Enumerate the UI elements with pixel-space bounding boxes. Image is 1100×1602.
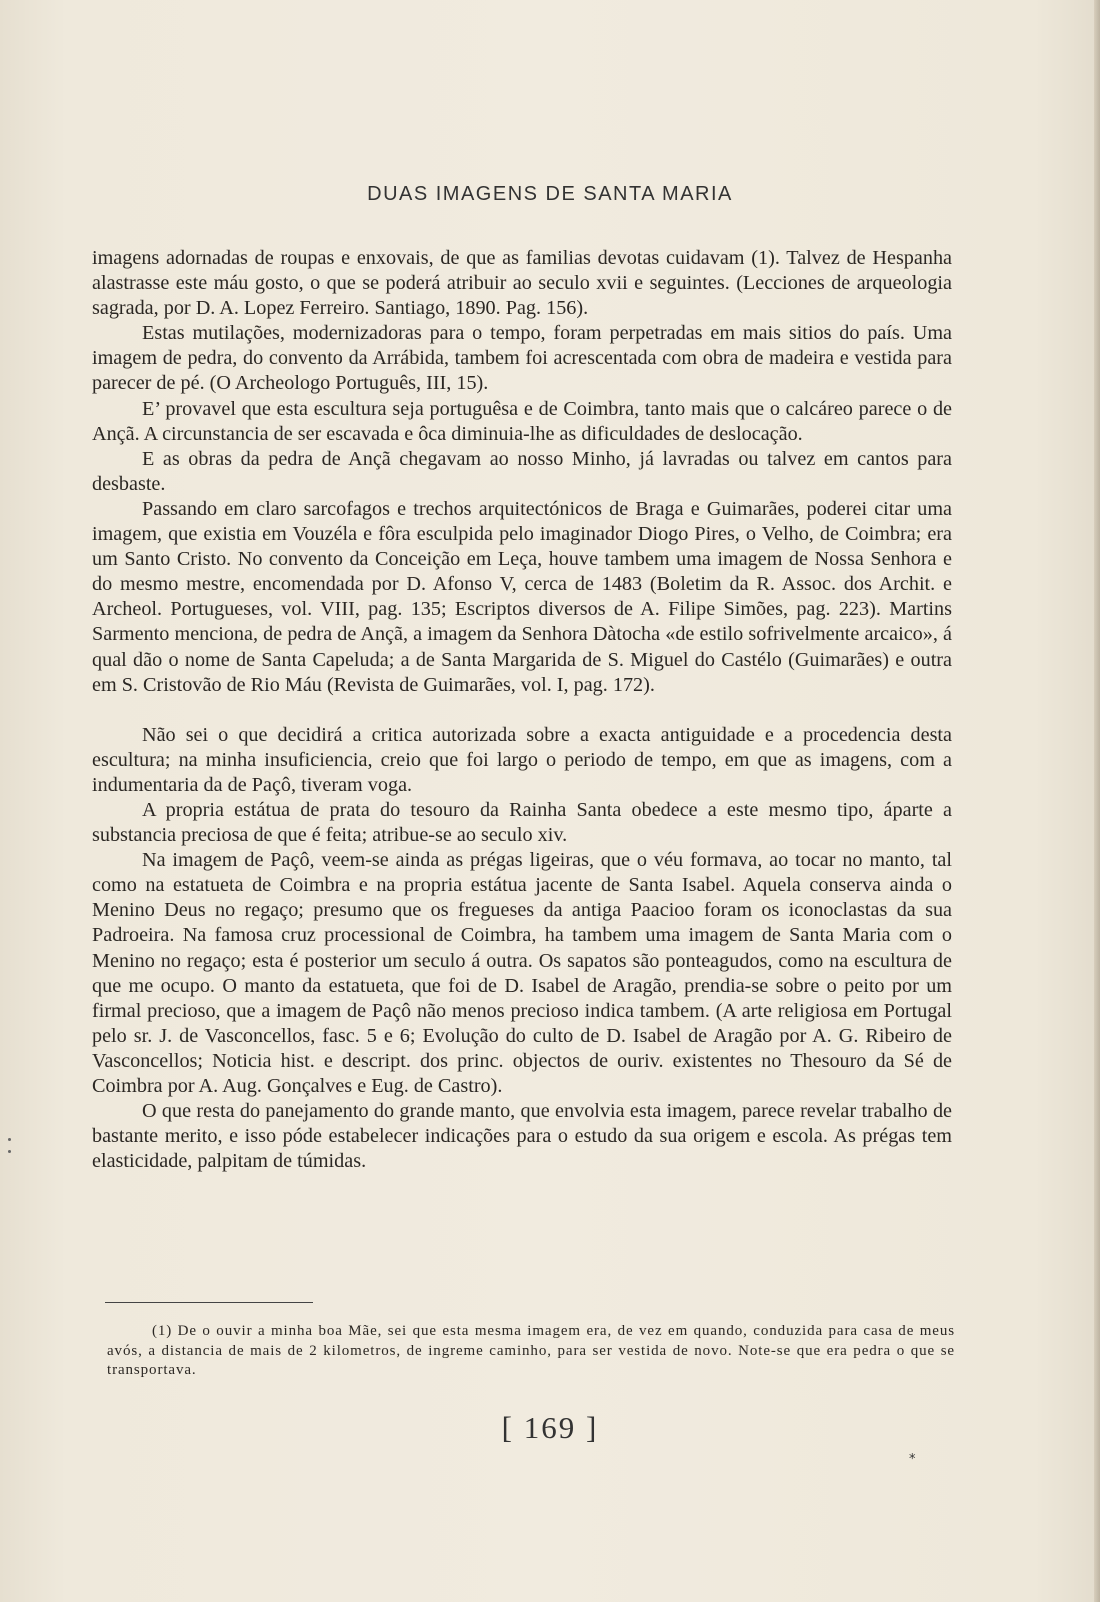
paragraph-1: imagens adornadas de roupas e enxovais, de que as familias devotas cuidavam (1). Talvez de Hespanha alastrasse este máu gosto, o que se poderá atribuir ao seculo xvii e seguintes. (Lecciones de arqueologia sagrada, por D. A. Lopez Ferreiro. Santiago, 1890. Pag. 156). [92,247,952,320]
footnote [107,1322,955,1381]
binding-marks [8,1138,12,1154]
paragraph-8: Na imagem de Paçô, veem-se ainda as prégas ligeiras, que o véu formava, ao tocar no manto, tal como na estatueta de Coimbra e na propria estátua jacente de Santa Isabel. Aquela conserva ainda o Menino Deus no regaço; presumo que os fregueses da antiga Paacioo foram os iconoclastas da sua Padroeira. Na famosa cruz processional de Coimbra, ha tambem uma imagem de Santa Maria com o Menino no regaço; esta é posterior um seculo á outra. Os sapatos são ponteagudos, como na escultura de que me ocupo. O manto da estatueta, que foi de D. Isabel de Aragão, prendia-se sobre o peito por um firmal precioso, que a imagem de Paçô não menos precioso indica tambem. (A arte religiosa em Portugal pelo sr. J. de Vasconcellos, fasc. 5 e 6; Evolução do culto de D. Isabel de Aragão por A. G. Ribeiro de Vasconcellos; Noticia hist. e descript. dos princ. objectos de ouriv. existentes no Thesouro da Sé de Coimbra por A. Aug. Gonçalves e Eug. de Castro). [92,849,952,1097]
paragraph-2: Estas mutilações, modernizadoras para o tempo, foram perpetradas em mais sitios do país. Uma imagem de pedra, do convento da Arrábida, tambem foi acrescentada com obra de madeira e vestida para parecer de pé. (O Archeologo Português, III, 15). [92,322,952,395]
footnote-rule [105,1302,313,1303]
running-head: DUAS IMAGENS DE SANTA MARIA [367,183,733,205]
paragraph-6: Não sei o que decidirá a critica autorizada sobre a exacta antiguidade e a procedencia desta escultura; na minha insuficiencia, creio que foi largo o periodo de tempo, em que as imagens, com a indumentaria da de Paçô, tiveram voga. [92,723,952,796]
binding-dot [8,1150,11,1153]
binding-dot [8,1138,11,1141]
footnote-text: (1) De o ouvir a minha boa Mãe, sei que esta mesma imagem era, de vez em quando, conduzida para casa de meus avós, a distancia de mais de 2 kilometros, de ingreme caminho, para ser vestida de novo. Note-se que era pedra o que se transportava. [107,1323,955,1379]
paragraph-5: Passando em claro sarcofagos e trechos arquitectónicos de Braga e Guimarães, poderei citar uma imagem, que existia em Vouzéla e fôra esculpida pelo imaginador Diogo Pires, o Velho, de Coimbra; era um Santo Cristo. No convento da Conceição em Leça, houve tambem uma imagem de Nossa Senhora e do mesmo mestre, encomendada por D. Afonso V, cerca de 1483 (Boletim da R. Assoc. dos Archit. e Archeol. Portugueses, vol. VIII, pag. 135; Escriptos diversos de A. Filipe Simões, pag. 223). Martins Sarmento menciona, de pedra de Ançã, a imagem da Senhora Dàtocha «de estilo sofrivelmente arcaico», á qual dão o nome de Santa Capeluda; a de Santa Margarida de S. Miguel do Castélo (Guimarães) e outra em S. Cristovão de Rio Máu (Revista de Guimarães, vol. I, pag. 172). [92,497,952,696]
paragraph-7: A propria estátua de prata do tesouro da Rainha Santa obedece a este mesmo tipo, áparte a substancia preciosa de que é feita; atribue-se ao seculo xiv. [92,798,952,847]
page-number: [ 169 ] [501,1410,599,1445]
paragraph-3: E’ provavel que esta escultura seja portuguêsa e de Coimbra, tanto mais que o calcáreo parece o de Ançã. A circunstancia de ser escavada e ôca diminuia-lhe as dificuldades de deslocação. [92,397,952,445]
asterisk-mark: * [909,1452,916,1467]
paragraph-9: O que resta do panejamento do grande manto, que envolvia esta imagem, parece revelar trabalho de bastante merito, e isso póde estabelecer indicações para o estudo da sua origem e escola. As prégas tem elasticidade, palpitam de túmidas. [92,1100,952,1173]
body-text [92,246,952,1174]
page-edge-shadow [1094,0,1100,1602]
paragraph-4: E as obras da pedra de Ançã chegavam ao nosso Minho, já lavradas ou talvez em cantos para desbaste. [92,447,952,495]
